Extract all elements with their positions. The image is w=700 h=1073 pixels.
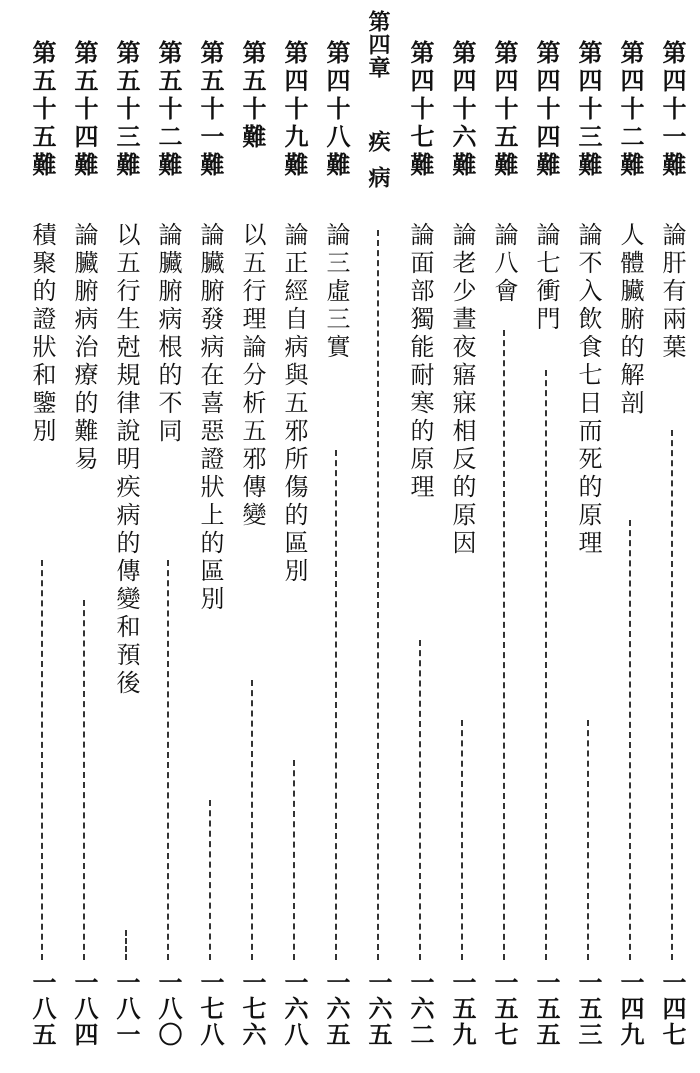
chapter-label: 第四章 — [365, 10, 391, 79]
entry-page-number: 一八四 — [70, 970, 99, 1048]
entry-page-number: 一五七 — [490, 970, 519, 1048]
entry-page-number: 一五九 — [448, 970, 477, 1048]
entry-label: 第四十五難 — [490, 40, 519, 180]
entry-label: 第四十八難 — [322, 40, 351, 180]
dot-leader — [461, 720, 463, 960]
entry-page-number: 一四九 — [616, 970, 645, 1048]
entry-page-number: 一六五 — [322, 970, 351, 1048]
entry-label: 第五十四難 — [70, 40, 99, 180]
toc-entry — [400, 0, 440, 1073]
entry-label: 第四十九難 — [280, 40, 309, 180]
dot-leader — [41, 560, 43, 960]
entry-page-number: 一五三 — [574, 970, 603, 1048]
entry-title: 論不入飲食七日而死的原理 — [574, 222, 602, 558]
toc-entry — [190, 0, 230, 1073]
dot-leader — [125, 930, 127, 960]
dot-leader — [83, 600, 85, 960]
dot-leader — [587, 720, 589, 960]
entry-title: 論七衝門 — [532, 222, 560, 334]
entry-page-number: 一六八 — [280, 970, 309, 1048]
entry-label: 第五十一難 — [196, 40, 225, 180]
entry-label: 第五十難 — [238, 40, 267, 152]
toc-entry — [22, 0, 62, 1073]
toc-entry — [106, 0, 146, 1073]
toc-entry — [652, 0, 692, 1073]
entry-title: 論面部獨能耐寒的原理 — [406, 222, 434, 502]
entry-title: 論三虛三實 — [322, 222, 350, 362]
toc-entry — [442, 0, 482, 1073]
chapter-title: 疾病 — [365, 130, 391, 202]
entry-title: 論肝有兩葉 — [658, 222, 686, 362]
toc-entry — [526, 0, 566, 1073]
entry-label: 第四十一難 — [658, 40, 687, 180]
entry-title: 論老少晝夜寤寐相反的原因 — [448, 222, 476, 558]
entry-label: 第四十六難 — [448, 40, 477, 180]
entry-label: 第五十二難 — [154, 40, 183, 180]
chapter-page-number: 一六五 — [364, 970, 393, 1048]
dot-leader — [293, 760, 295, 960]
entry-label: 第四十四難 — [532, 40, 561, 180]
dot-leader — [503, 330, 505, 960]
entry-page-number: 一七六 — [238, 970, 267, 1048]
entry-title: 積聚的證狀和鑒別 — [28, 222, 56, 446]
dot-leader — [671, 430, 673, 960]
toc-entry — [316, 0, 356, 1073]
entry-title: 人體臟腑的解剖 — [616, 222, 644, 418]
toc-entry — [568, 0, 608, 1073]
dot-leader — [419, 640, 421, 960]
entry-page-number: 一八〇 — [154, 970, 183, 1048]
entry-title: 以五行生尅規律說明疾病的傳變和預後 — [112, 222, 140, 698]
entry-label: 第四十二難 — [616, 40, 645, 180]
entry-page-number: 一七八 — [196, 970, 225, 1048]
entry-title: 論正經自病與五邪所傷的區別 — [280, 222, 308, 586]
entry-title: 論八會 — [490, 222, 518, 306]
entry-page-number: 一八一 — [112, 970, 141, 1048]
toc-entry — [274, 0, 314, 1073]
dot-leader — [209, 800, 211, 960]
toc-entry — [64, 0, 104, 1073]
entry-title: 論臟腑病根的不同 — [154, 222, 182, 446]
entry-label: 第四十三難 — [574, 40, 603, 180]
dot-leader — [377, 230, 379, 960]
toc-entry — [148, 0, 188, 1073]
dot-leader — [167, 560, 169, 960]
toc-entry — [484, 0, 524, 1073]
dot-leader — [251, 680, 253, 960]
dot-leader — [545, 370, 547, 960]
entry-label: 第四十七難 — [406, 40, 435, 180]
entry-page-number: 一六二 — [406, 970, 435, 1048]
entry-page-number: 一八五 — [28, 970, 57, 1048]
entry-title: 論臟腑發病在喜惡證狀上的區別 — [196, 222, 224, 614]
entry-title: 以五行理論分析五邪傳變 — [238, 222, 266, 530]
dot-leader — [335, 450, 337, 960]
entry-page-number: 一四七 — [658, 970, 687, 1048]
toc-entry — [610, 0, 650, 1073]
entry-label: 第五十三難 — [112, 40, 141, 180]
chapter-heading — [358, 0, 398, 1073]
entry-label: 第五十五難 — [28, 40, 57, 180]
entry-page-number: 一五五 — [532, 970, 561, 1048]
toc-entry — [232, 0, 272, 1073]
entry-title: 論臟腑病治療的難易 — [70, 222, 98, 474]
dot-leader — [629, 520, 631, 960]
